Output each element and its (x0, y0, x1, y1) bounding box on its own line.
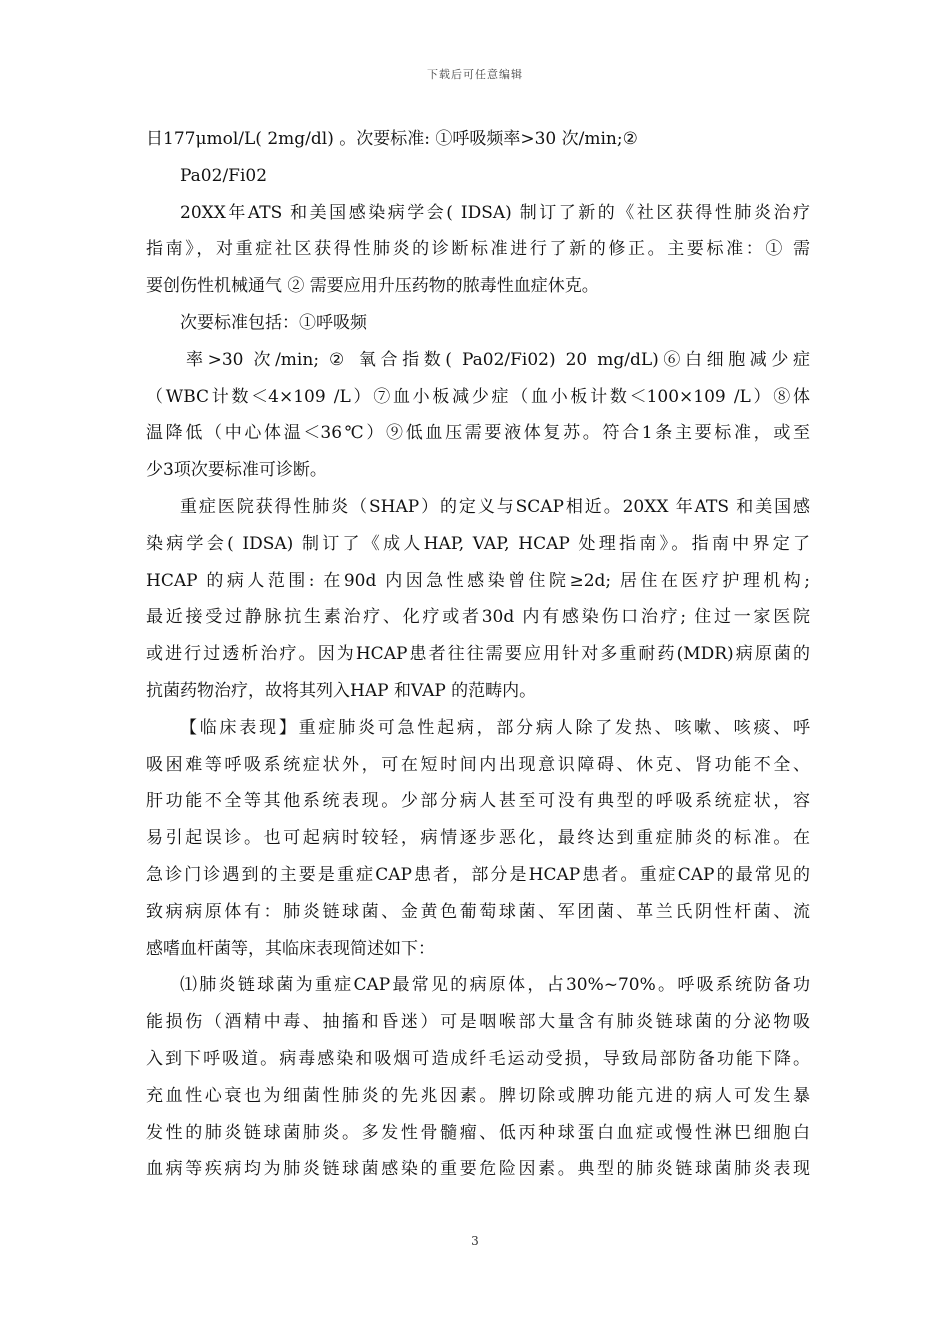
text-line: 充血性心衰也为细菌性肺炎的先兆因素。脾切除或脾功能亢进的病人可发生暴 (146, 1085, 810, 1106)
text-line: 入到下呼吸道。病毒感染和吸烟可造成纤毛运动受损，导致局部防备功能下降。 (146, 1048, 810, 1069)
text-line: 急诊门诊遇到的主要是重症CAP患者，部分是HCAP患者。重症CAP的最常见的 (146, 864, 810, 885)
text-line: 抗菌药物治疗，故将其列入HAP 和VAP 的范畴内。 (146, 680, 537, 701)
text-line: 易引起误诊。也可起病时较轻，病情逐步恶化，最终达到重症肺炎的标准。在 (146, 828, 810, 849)
text-line: 要创伤性机械通气 ② 需要应用升压药物的脓毒性血症休克。 (146, 276, 599, 297)
text-line: 少3项次要标准可诊断。 (146, 460, 327, 481)
text-line: 吸困难等呼吸系统症状外，可在短时间内出现意识障碍、休克、肾功能不全、 (146, 754, 810, 775)
text-line: Pa02/Fi02 (180, 165, 268, 186)
text-line: 率>30 次/min; ② 氧合指数( Pa02/Fi02) 20 mg/dL)⑥白细胞减少症 (186, 349, 810, 370)
text-line: 发性的肺炎链球菌肺炎。多发性骨髓瘤、低丙种球蛋白血症或慢性淋巴细胞白 (146, 1122, 810, 1143)
text-line: 次要标准包括：①呼吸频 (180, 312, 367, 333)
page-header: 下载后可任意编辑 (427, 68, 523, 81)
page-number: 3 (471, 1234, 479, 1248)
text-line: （WBC计数＜4×109 /L）⑦血小板减少症（血小板计数＜100×109 /L）⑧体 (146, 386, 810, 407)
text-line: HCAP 的病人范围: 在90d 内因急性感染曾住院≥2d; 居住在医疗护理机构; (146, 570, 810, 591)
text-line: 感嗜血杆菌等，其临床表现简述如下： (146, 938, 435, 959)
text-line: 指南》，对重症社区获得性肺炎的诊断标准进行了新的修正。主要标准：① 需 (146, 239, 810, 260)
text-line: 日177μmol/L( 2mg/dl) 。次要标准: ①呼吸频率>30 次/min;② (146, 129, 638, 149)
text-line: 致病病原体有：肺炎链球菌、金黄色葡萄球菌、军团菌、革兰氏阴性杆菌、流 (146, 901, 810, 922)
text-line: 重症医院获得性肺炎（SHAP）的定义与SCAP相近。20XX 年ATS 和美国感 (180, 496, 810, 517)
text-line: 肝功能不全等其他系统表现。少部分病人甚至可没有典型的呼吸系统症状，容 (146, 791, 810, 812)
text-line: 血病等疾病均为肺炎链球菌感染的重要危险因素。典型的肺炎链球菌肺炎表现 (146, 1159, 810, 1180)
text-line: 【临床表现】重症肺炎可急性起病，部分病人除了发热、咳嗽、咳痰、呼 (180, 717, 810, 738)
text-line: 20XX年ATS 和美国感染病学会( IDSA) 制订了新的《社区获得性肺炎治疗 (180, 202, 810, 223)
document-body (146, 121, 810, 1188)
text-line: 能损伤（酒精中毒、抽搐和昏迷）可是咽喉部大量含有肺炎链球菌的分泌物吸 (146, 1012, 810, 1033)
text-line: ⑴肺炎链球菌为重症CAP最常见的病原体，占30%~70%。呼吸系统防备功 (180, 975, 810, 996)
text-line: 或进行过透析治疗。因为HCAP患者往往需要应用针对多重耐药(MDR)病原菌的 (146, 644, 810, 665)
text-line: 染病学会( IDSA) 制订了《成人HAP, VAP, HCAP 处理指南》。指南中界定了 (146, 533, 810, 554)
text-line: 最近接受过静脉抗生素治疗、化疗或者30d 内有感染伤口治疗; 住过一家医院 (146, 607, 810, 628)
text-line: 温降低（中心体温＜36℃）⑨低血压需要液体复苏。符合1条主要标准，或至 (146, 423, 810, 444)
